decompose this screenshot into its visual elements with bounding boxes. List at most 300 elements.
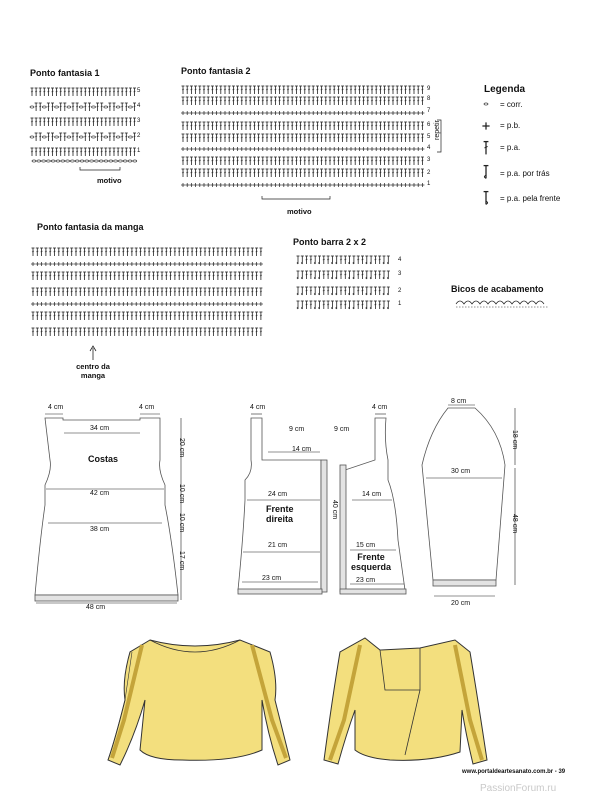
chart2-stitch bbox=[294, 147, 298, 151]
chart3-stitch bbox=[92, 272, 95, 280]
chart3-stitch bbox=[75, 288, 78, 296]
chart1-stitch bbox=[88, 88, 91, 96]
chart2-stitch bbox=[248, 183, 252, 187]
chart3-caption: centro da manga bbox=[76, 362, 110, 380]
chart2-stitch bbox=[206, 183, 210, 187]
chart3-stitch bbox=[57, 262, 61, 266]
chart4-stitch bbox=[335, 287, 338, 295]
chart2-stitch bbox=[353, 111, 357, 115]
chart4-stitch bbox=[348, 301, 351, 309]
chart2-stitch bbox=[257, 157, 260, 165]
chart2-stitch bbox=[228, 86, 231, 94]
chart2-stitch bbox=[345, 134, 348, 142]
chart1-stitch bbox=[72, 133, 75, 141]
chart4-stitch bbox=[370, 287, 373, 295]
chart2-stitch bbox=[232, 122, 235, 130]
chart2-stitch bbox=[236, 169, 239, 177]
chart3-stitch bbox=[70, 262, 74, 266]
chart4-stitch bbox=[305, 256, 308, 264]
chart3-stitch bbox=[70, 328, 73, 336]
chart3-stitch bbox=[87, 312, 90, 320]
chart2-stitch bbox=[357, 147, 361, 151]
chart2-stitch bbox=[286, 147, 290, 151]
chart2-stitch bbox=[412, 147, 416, 151]
chart2-stitch bbox=[362, 169, 365, 177]
chart3-stitch bbox=[186, 328, 189, 336]
chart1-stitch bbox=[80, 148, 83, 156]
chart3-stitch bbox=[143, 248, 146, 256]
chart2-stitch bbox=[291, 134, 294, 142]
chart2-stitch bbox=[253, 169, 256, 177]
chart2-stitch bbox=[194, 86, 197, 94]
chart2-stitch bbox=[185, 183, 189, 187]
chart3-stitch bbox=[216, 248, 219, 256]
chart1-stitch bbox=[35, 88, 38, 96]
chart4-row-1: 1 bbox=[398, 301, 402, 307]
legend-bpdc-symbol bbox=[484, 166, 489, 179]
chart4-stitch bbox=[318, 271, 321, 279]
chart2-stitch bbox=[299, 157, 302, 165]
chart2-stitch bbox=[408, 147, 412, 151]
chart4-stitch bbox=[383, 287, 386, 295]
chart2-stitch bbox=[375, 169, 378, 177]
chart2-stitch bbox=[282, 86, 285, 94]
chart2-stitch bbox=[413, 86, 416, 94]
chart2-stitch bbox=[329, 86, 332, 94]
chart2-stitch bbox=[231, 183, 235, 187]
chart2-stitch bbox=[337, 157, 340, 165]
chart2-stitch bbox=[236, 111, 240, 115]
chart2-stitch bbox=[400, 169, 403, 177]
chart2-stitch bbox=[383, 134, 386, 142]
chart2-row-2: 2 bbox=[427, 170, 431, 176]
chart2-stitch bbox=[350, 169, 353, 177]
chart1-chain bbox=[56, 160, 60, 162]
chart2-stitch bbox=[307, 183, 311, 187]
chart2-stitch bbox=[320, 97, 323, 105]
chart3-stitch bbox=[212, 262, 216, 266]
chart3-stitch bbox=[194, 262, 198, 266]
chart1-stitch bbox=[80, 118, 83, 126]
chart3-stitch bbox=[242, 302, 246, 306]
chart1-chain bbox=[70, 160, 74, 162]
chart4-stitch bbox=[348, 256, 351, 264]
chart2-stitch bbox=[312, 86, 315, 94]
chart2-stitch bbox=[333, 122, 336, 130]
chart3-stitch bbox=[118, 328, 121, 336]
chart3-stitch bbox=[152, 272, 155, 280]
fd-label: Frente direita bbox=[266, 504, 294, 524]
chart2-stitch bbox=[362, 97, 365, 105]
chart3-stitch bbox=[70, 312, 73, 320]
chart2-stitch bbox=[408, 183, 412, 187]
chart4-diagram bbox=[297, 256, 390, 309]
costas-m-h3: 10 cm bbox=[178, 513, 185, 533]
chart2-stitch bbox=[396, 169, 399, 177]
chart4-stitch bbox=[314, 301, 317, 309]
chart2-stitch bbox=[236, 86, 239, 94]
chart4-stitch bbox=[387, 301, 390, 309]
chart2-stitch bbox=[198, 86, 201, 94]
chart3-stitch bbox=[169, 312, 172, 320]
chart3-stitch bbox=[40, 302, 44, 306]
garment-back-illustration bbox=[324, 638, 487, 764]
chart2-stitch bbox=[375, 86, 378, 94]
left-front-schema bbox=[340, 418, 406, 594]
chart2-stitch bbox=[408, 134, 411, 142]
chart1-chain bbox=[94, 160, 98, 162]
chart3-stitch bbox=[259, 302, 263, 306]
chart3-stitch bbox=[229, 248, 232, 256]
chart3-stitch bbox=[178, 288, 181, 296]
chart4-stitch bbox=[361, 301, 364, 309]
chart4-stitch bbox=[378, 301, 381, 309]
chart3-stitch bbox=[118, 288, 121, 296]
chart4-row-4: 4 bbox=[398, 257, 402, 263]
chart1-chain bbox=[80, 160, 84, 162]
fe-m-top: 4 cm bbox=[372, 404, 388, 411]
chart2-stitch bbox=[198, 157, 201, 165]
chart2-motif-bracket bbox=[262, 196, 330, 199]
chart2-stitch bbox=[324, 157, 327, 165]
chart4-stitch bbox=[331, 287, 334, 295]
chart1-stitch bbox=[104, 148, 107, 156]
chart3-stitch bbox=[87, 272, 90, 280]
chart3-stitch bbox=[134, 262, 138, 266]
chart2-stitch bbox=[266, 134, 269, 142]
chart1-stitch bbox=[39, 103, 42, 111]
chart4-stitch bbox=[331, 256, 334, 264]
chart1-stitch bbox=[92, 148, 95, 156]
chart2-stitch bbox=[210, 183, 214, 187]
chart2-stitch bbox=[198, 147, 202, 151]
chart2-stitch bbox=[203, 134, 206, 142]
chart2-stitch bbox=[345, 122, 348, 130]
chart2-stitch bbox=[333, 134, 336, 142]
chart2-stitch bbox=[354, 122, 357, 130]
chart2-stitch bbox=[311, 111, 315, 115]
chart1-stitch bbox=[47, 103, 50, 111]
chart3-stitch bbox=[259, 312, 262, 320]
chart3-stitch bbox=[126, 248, 129, 256]
chart2-row-9: 9 bbox=[427, 86, 431, 92]
watermark: PassionForum.ru bbox=[480, 783, 557, 794]
chart2-stitch bbox=[206, 111, 210, 115]
chart2-stitch bbox=[253, 157, 256, 165]
chart1-stitch bbox=[39, 133, 42, 141]
chart3-stitch bbox=[75, 272, 78, 280]
chart2-stitch bbox=[312, 157, 315, 165]
chart3-stitch bbox=[204, 328, 207, 336]
chart3-diagram bbox=[31, 248, 263, 336]
chart3-stitch bbox=[109, 328, 112, 336]
chart2-stitch bbox=[354, 97, 357, 105]
chart4-stitch bbox=[340, 301, 343, 309]
chart1-stitch bbox=[79, 136, 83, 138]
chart2-stitch bbox=[408, 169, 411, 177]
chart1-stitch bbox=[92, 88, 95, 96]
chart2-stitch bbox=[228, 134, 231, 142]
legend-dc-symbol bbox=[484, 142, 489, 155]
chart1-stitch bbox=[76, 133, 79, 141]
chart2-stitch bbox=[236, 147, 240, 151]
chart2-stitch bbox=[354, 86, 357, 94]
chart3-stitch bbox=[118, 312, 121, 320]
chart3-stitch bbox=[191, 328, 194, 336]
chart2-stitch bbox=[320, 183, 324, 187]
chart2-stitch bbox=[303, 157, 306, 165]
chart2-stitch bbox=[366, 111, 370, 115]
chart2-stitch bbox=[240, 97, 243, 105]
chart1-stitch bbox=[125, 148, 128, 156]
chart3-stitch bbox=[173, 262, 177, 266]
chart3-stitch bbox=[148, 312, 151, 320]
chart3-stitch bbox=[100, 328, 103, 336]
chart3-stitch bbox=[221, 272, 224, 280]
chart4-stitch bbox=[322, 287, 325, 295]
manga-m-30: 30 cm bbox=[451, 468, 471, 475]
chart3-stitch bbox=[199, 328, 202, 336]
chart5-title: Bicos de acabamento bbox=[451, 284, 544, 294]
chart3-stitch bbox=[208, 248, 211, 256]
chart3-stitch bbox=[139, 272, 142, 280]
chart2-stitch bbox=[320, 86, 323, 94]
chart3-stitch bbox=[178, 272, 181, 280]
chart2-stitch bbox=[413, 134, 416, 142]
chart3-stitch bbox=[156, 288, 159, 296]
chart3-stitch bbox=[169, 272, 172, 280]
chart3-stitch bbox=[96, 312, 99, 320]
chart4-stitch bbox=[314, 287, 317, 295]
chart1-stitch bbox=[35, 103, 38, 111]
chart3-stitch bbox=[57, 248, 60, 256]
chart3-stitch bbox=[48, 262, 52, 266]
chart2-stitch bbox=[416, 111, 420, 115]
legend-sc-symbol bbox=[482, 122, 489, 129]
chart4-stitch bbox=[301, 287, 304, 295]
chart4-stitch bbox=[383, 271, 386, 279]
chart3-stitch bbox=[255, 272, 258, 280]
chart2-stitch bbox=[215, 97, 218, 105]
chart2-stitch bbox=[308, 97, 311, 105]
chart2-stitch bbox=[336, 147, 340, 151]
legend-item-dc: = p.a. bbox=[500, 143, 521, 152]
chart1-stitch bbox=[35, 148, 38, 156]
chart3-stitch bbox=[113, 328, 116, 336]
chart1-stitch bbox=[80, 88, 83, 96]
chart3-stitch bbox=[186, 262, 190, 266]
chart3-stitch bbox=[36, 312, 39, 320]
chart1-stitch bbox=[43, 118, 46, 126]
chart3-stitch bbox=[57, 302, 61, 306]
chart1-chain bbox=[75, 160, 79, 162]
chart3-stitch bbox=[216, 312, 219, 320]
chart1-stitch bbox=[104, 88, 107, 96]
chart3-stitch bbox=[161, 312, 164, 320]
chart2-stitch bbox=[404, 86, 407, 94]
chart2-stitch bbox=[287, 86, 290, 94]
chart4-stitch bbox=[383, 256, 386, 264]
chart3-stitch bbox=[66, 312, 69, 320]
chart2-stitch bbox=[261, 122, 264, 130]
chart2-stitch bbox=[240, 157, 243, 165]
chart2-stitch bbox=[353, 183, 357, 187]
chart3-stitch bbox=[194, 302, 198, 306]
chart3-stitch bbox=[126, 262, 130, 266]
chart2-stitch bbox=[249, 169, 252, 177]
chart4-stitch bbox=[297, 256, 300, 264]
chart3-stitch bbox=[61, 262, 65, 266]
chart3-stitch bbox=[126, 288, 129, 296]
chart2-stitch bbox=[392, 134, 395, 142]
chart2-stitch bbox=[295, 86, 298, 94]
chart2-stitch bbox=[282, 183, 286, 187]
chart2-stitch bbox=[358, 169, 361, 177]
chart2-stitch bbox=[324, 97, 327, 105]
chart2-stitch bbox=[270, 169, 273, 177]
chart3-stitch bbox=[160, 302, 164, 306]
chart3-stitch bbox=[57, 272, 60, 280]
chart2-stitch bbox=[274, 86, 277, 94]
chart2-stitch bbox=[287, 122, 290, 130]
chart3-stitch bbox=[130, 248, 133, 256]
chart1-row-3: 3 bbox=[137, 118, 141, 124]
chart2-stitch bbox=[320, 134, 323, 142]
chart3-stitch bbox=[122, 328, 125, 336]
chart2-stitch bbox=[404, 134, 407, 142]
chart2-stitch bbox=[383, 111, 387, 115]
chart2-stitch bbox=[374, 147, 378, 151]
chart3-stitch bbox=[113, 302, 117, 306]
chart3-stitch bbox=[49, 328, 52, 336]
chart3-stitch bbox=[182, 262, 186, 266]
chart2-stitch bbox=[375, 122, 378, 130]
chart2-row-1: 1 bbox=[427, 181, 431, 187]
chart2-stitch bbox=[400, 157, 403, 165]
chart1-stitch bbox=[128, 106, 132, 108]
sleeve-dimension-lines bbox=[426, 405, 515, 596]
chart2-stitch bbox=[215, 183, 219, 187]
costas-m-h4: 17 cm bbox=[178, 551, 185, 571]
legend-item-sc: = p.b. bbox=[500, 121, 521, 130]
fd-m-21: 21 cm bbox=[268, 542, 288, 549]
chart1-stitch bbox=[128, 136, 132, 138]
chart2-stitch bbox=[421, 86, 424, 94]
chart2-stitch bbox=[186, 122, 189, 130]
chart2-stitch bbox=[316, 157, 319, 165]
chart3-stitch bbox=[164, 262, 168, 266]
chart3-stitch bbox=[66, 288, 69, 296]
fe-m-23: 23 cm bbox=[356, 577, 376, 584]
chart3-stitch bbox=[83, 248, 86, 256]
chart1-stitch bbox=[121, 118, 124, 126]
chart3-stitch bbox=[109, 288, 112, 296]
chart2-stitch bbox=[245, 169, 248, 177]
chart2-stitch bbox=[299, 183, 303, 187]
chart4-stitch bbox=[378, 287, 381, 295]
chart3-stitch bbox=[104, 302, 108, 306]
chart2-stitch bbox=[316, 134, 319, 142]
chart3-stitch bbox=[225, 312, 228, 320]
chart2-stitch bbox=[387, 86, 390, 94]
fe-m-14: 14 cm bbox=[362, 491, 382, 498]
chart4-stitch bbox=[374, 301, 377, 309]
chart3-stitch bbox=[246, 302, 250, 306]
chart4-stitch bbox=[378, 271, 381, 279]
chart2-stitch bbox=[374, 183, 378, 187]
chart3-stitch bbox=[36, 328, 39, 336]
chart2-stitch bbox=[257, 86, 260, 94]
chart2-stitch bbox=[379, 157, 382, 165]
chart2-stitch bbox=[421, 122, 424, 130]
chart2-stitch bbox=[345, 147, 349, 151]
chart1-stitch bbox=[88, 148, 91, 156]
chart3-stitch bbox=[135, 328, 138, 336]
chart3-stitch bbox=[100, 302, 104, 306]
chart2-stitch bbox=[181, 111, 185, 115]
chart3-stitch bbox=[31, 262, 35, 266]
chart2-stitch bbox=[329, 169, 332, 177]
chart1-chain bbox=[99, 160, 103, 162]
chart2-stitch bbox=[416, 183, 420, 187]
legend-fpdc-symbol bbox=[484, 192, 489, 205]
chart3-stitch bbox=[203, 302, 207, 306]
chart3-stitch bbox=[109, 272, 112, 280]
chart3-stitch bbox=[32, 288, 35, 296]
chart1-stitch bbox=[55, 136, 59, 138]
chart3-stitch bbox=[259, 288, 262, 296]
chart2-stitch bbox=[336, 111, 340, 115]
chart3-stitch bbox=[182, 312, 185, 320]
chart2-stitch bbox=[387, 111, 391, 115]
chart2-stitch bbox=[383, 147, 387, 151]
chart1-stitch bbox=[88, 133, 91, 141]
chart1-stitch bbox=[51, 118, 54, 126]
chart2-stitch bbox=[291, 122, 294, 130]
chart3-stitch bbox=[108, 262, 112, 266]
chart2-stitch bbox=[345, 157, 348, 165]
chart2-stitch bbox=[211, 86, 214, 94]
chart3-stitch bbox=[191, 312, 194, 320]
chart1-stitch bbox=[59, 118, 62, 126]
chart2-stitch bbox=[366, 86, 369, 94]
chart2-stitch bbox=[332, 147, 336, 151]
chart3-stitch bbox=[152, 248, 155, 256]
chart4-stitch bbox=[387, 287, 390, 295]
chart2-stitch bbox=[291, 97, 294, 105]
chart2-stitch bbox=[383, 183, 387, 187]
chart2-stitch bbox=[223, 147, 227, 151]
chart1-stitch bbox=[117, 88, 120, 96]
chart2-stitch bbox=[182, 134, 185, 142]
chart3-stitch bbox=[32, 312, 35, 320]
chart2-stitch bbox=[391, 147, 395, 151]
chart2-stitch bbox=[261, 86, 264, 94]
chart3-stitch bbox=[173, 312, 176, 320]
chart1-stitch bbox=[104, 136, 108, 138]
chart2-stitch bbox=[366, 97, 369, 105]
chart2-stitch bbox=[224, 169, 227, 177]
chart3-stitch bbox=[177, 262, 181, 266]
chart2-stitch bbox=[278, 134, 281, 142]
chart4-stitch bbox=[305, 287, 308, 295]
chart2-stitch bbox=[215, 86, 218, 94]
chart2-stitch bbox=[362, 122, 365, 130]
chart3-stitch bbox=[186, 248, 189, 256]
chart4-stitch bbox=[305, 271, 308, 279]
chart2-stitch bbox=[194, 147, 198, 151]
chart2-stitch bbox=[333, 169, 336, 177]
